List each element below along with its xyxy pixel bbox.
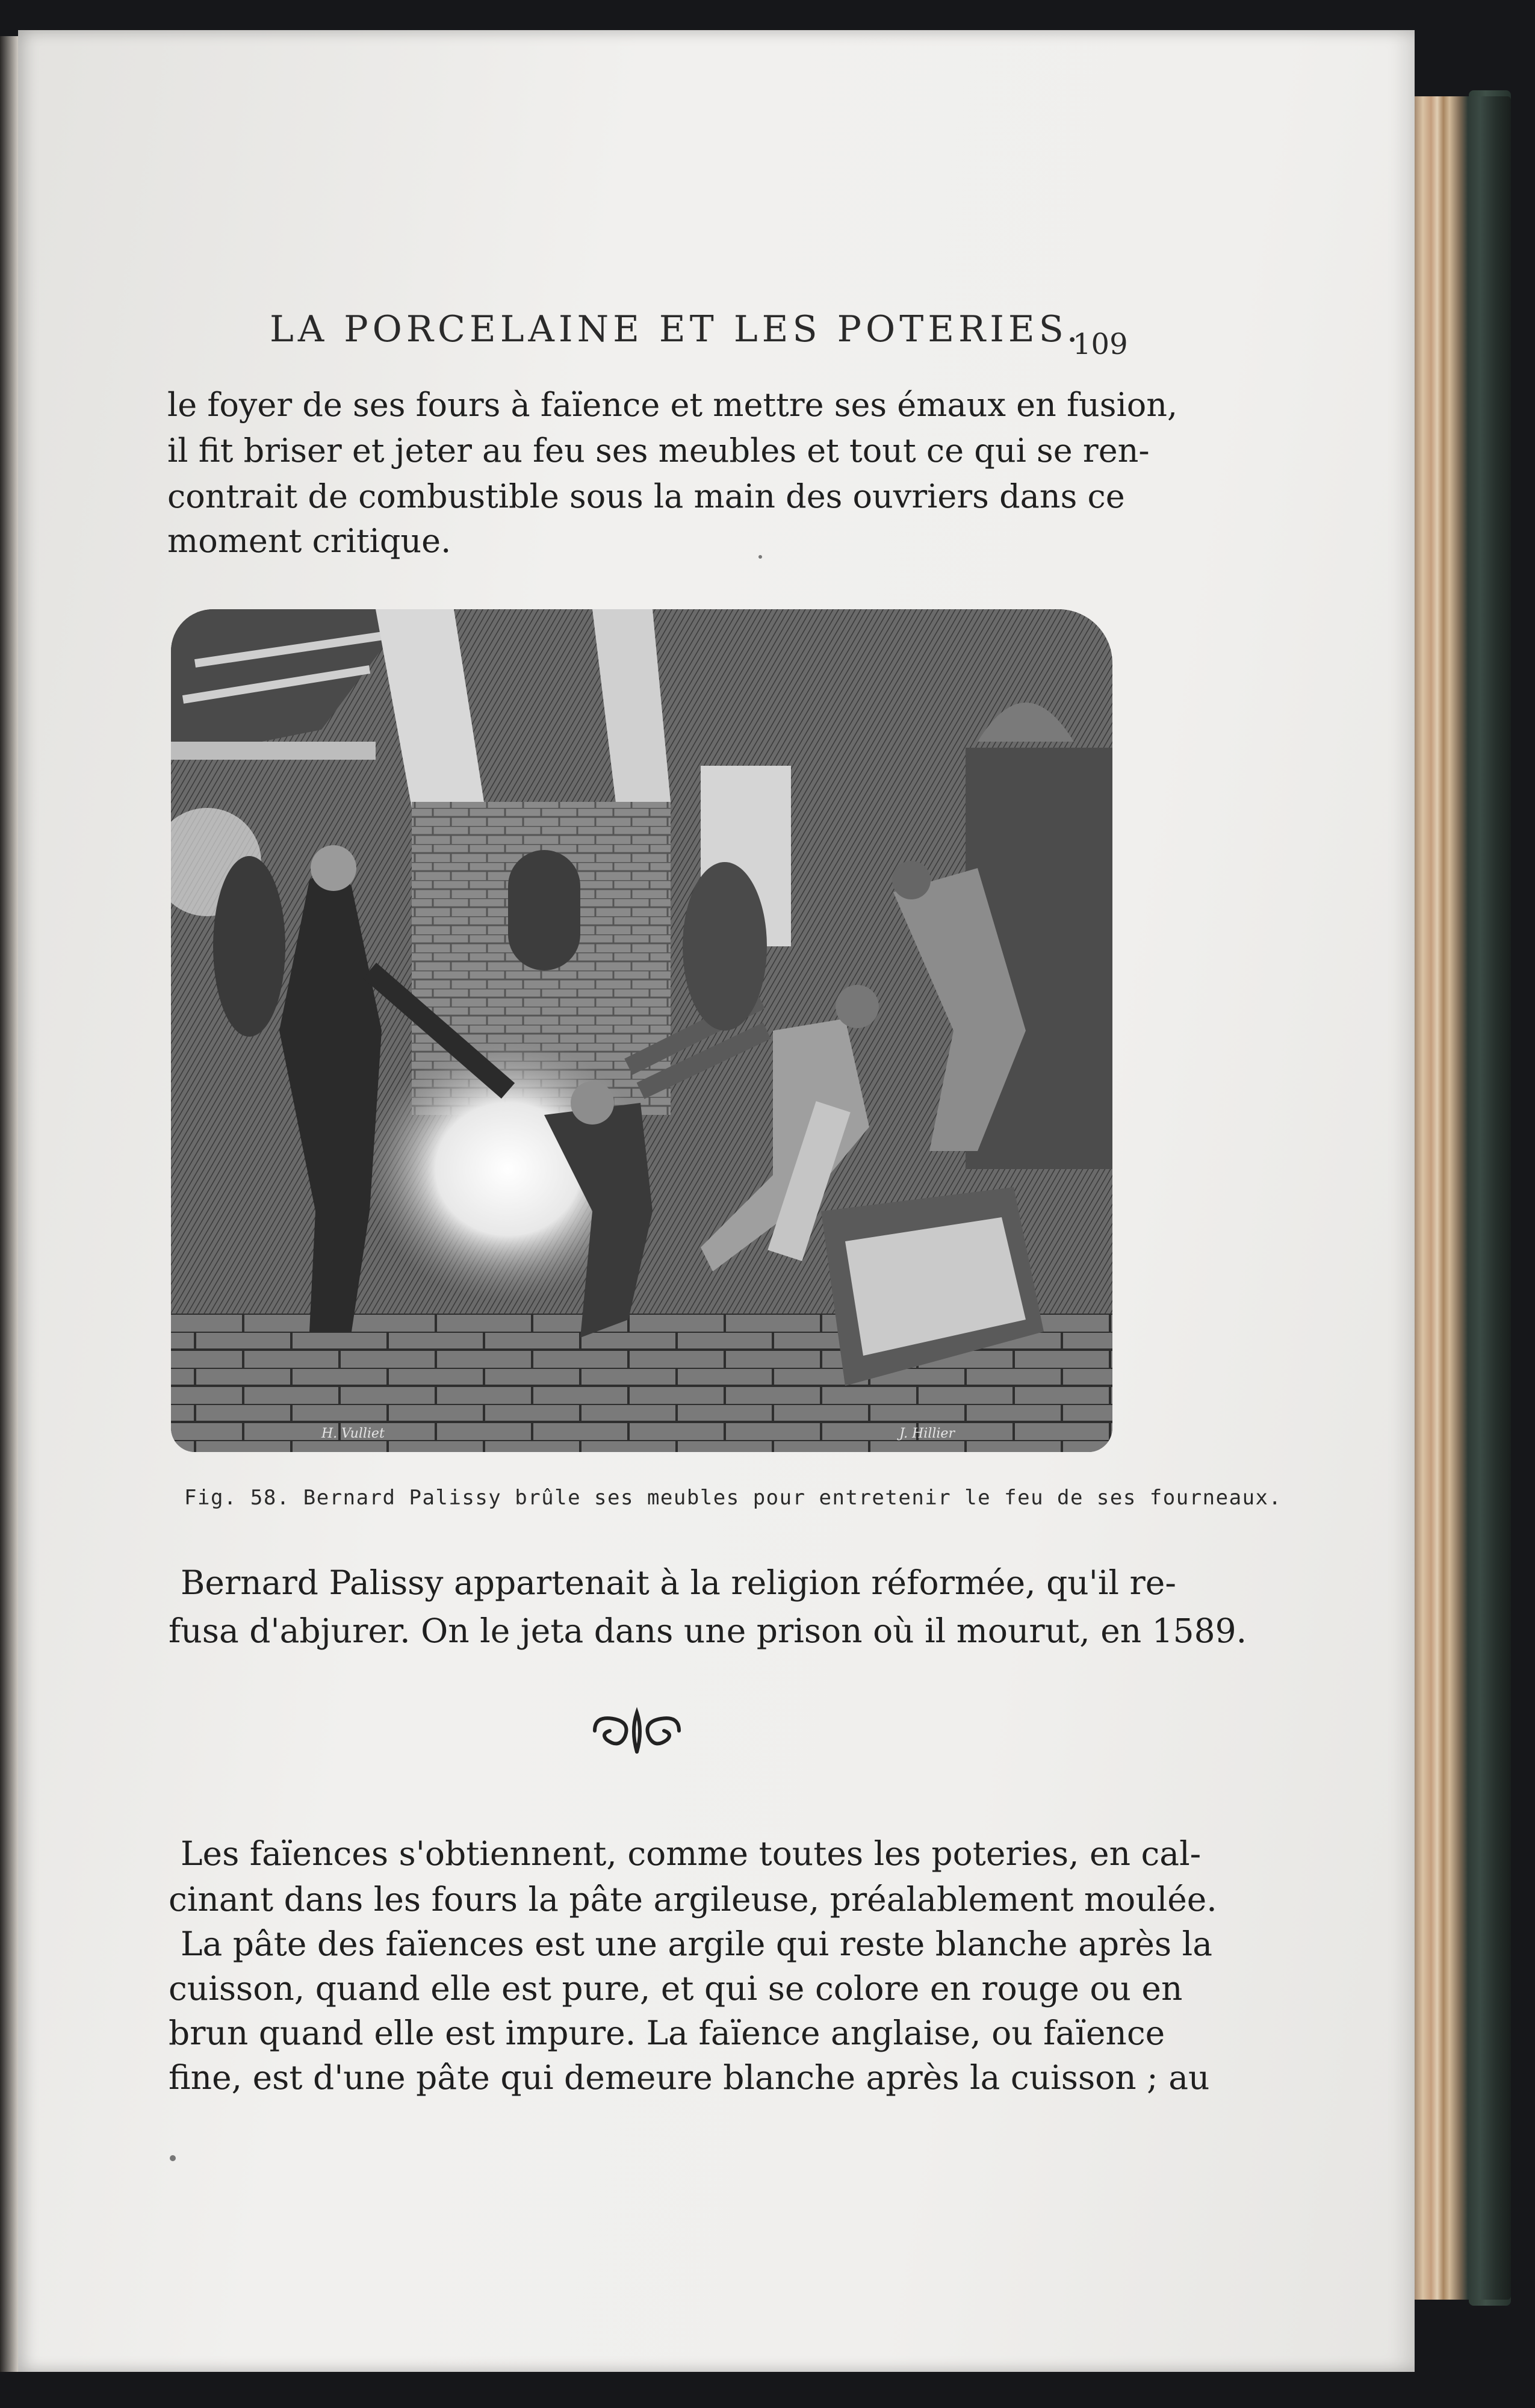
ink-speck: [170, 2155, 176, 2161]
paragraph-line: il fit briser et jeter au feu ses meubles et tout ce qui se ren-: [167, 432, 1150, 470]
paragraph-line: brun quand elle est impure. La faïence anglaise, ou faïence: [169, 2014, 1165, 2052]
page-number: 109: [1073, 327, 1128, 361]
paragraph-line: Bernard Palissy appartenait à la religion réformée, qu'il re-: [181, 1563, 1176, 1602]
figure-caption: Fig. 58. Bernard Palissy brûle ses meubles pour entretenir le feu de ses fourneaux.: [184, 1486, 1282, 1510]
engraving-illustration: [171, 609, 1112, 1452]
paragraph-line: La pâte des faïences est une argile qui reste blanche après la: [181, 1925, 1212, 1963]
paragraph-line: cuisson, quand elle est pure, et qui se colore en rouge ou en: [169, 1969, 1183, 2008]
engraver-signature-right: J. Hillier: [899, 1426, 955, 1441]
paragraph-line: fusa d'abjurer. On le jeta dans une prison où il mourut, en 1589.: [169, 1612, 1247, 1650]
paragraph-line: fine, est d'une pâte qui demeure blanche après la cuisson ; au: [169, 2058, 1210, 2097]
book-page: [18, 30, 1415, 2372]
engraver-signature-left: H. Vulliet: [321, 1426, 385, 1441]
paragraph-line: le foyer de ses fours à faïence et mettre ses émaux en fusion,: [167, 386, 1178, 424]
engraving-drawing: [171, 609, 1112, 1452]
paragraph-line: contrait de combustible sous la main des ouvriers dans ce: [167, 477, 1125, 515]
paragraph-line: cinant dans les fours la pâte argileuse, préalablement moulée.: [169, 1880, 1217, 1919]
paragraph-line: moment critique.: [167, 522, 451, 560]
decorative-ornament-icon: [589, 1704, 685, 1758]
running-head: LA PORCELAINE ET LES POTERIES.: [270, 308, 1082, 350]
paragraph-line: Les faïences s'obtiennent, comme toutes les poteries, en cal-: [181, 1834, 1202, 1873]
left-page-edge: [0, 36, 18, 2372]
book-page-edges: [1409, 96, 1511, 2300]
ink-speck: [758, 555, 762, 559]
